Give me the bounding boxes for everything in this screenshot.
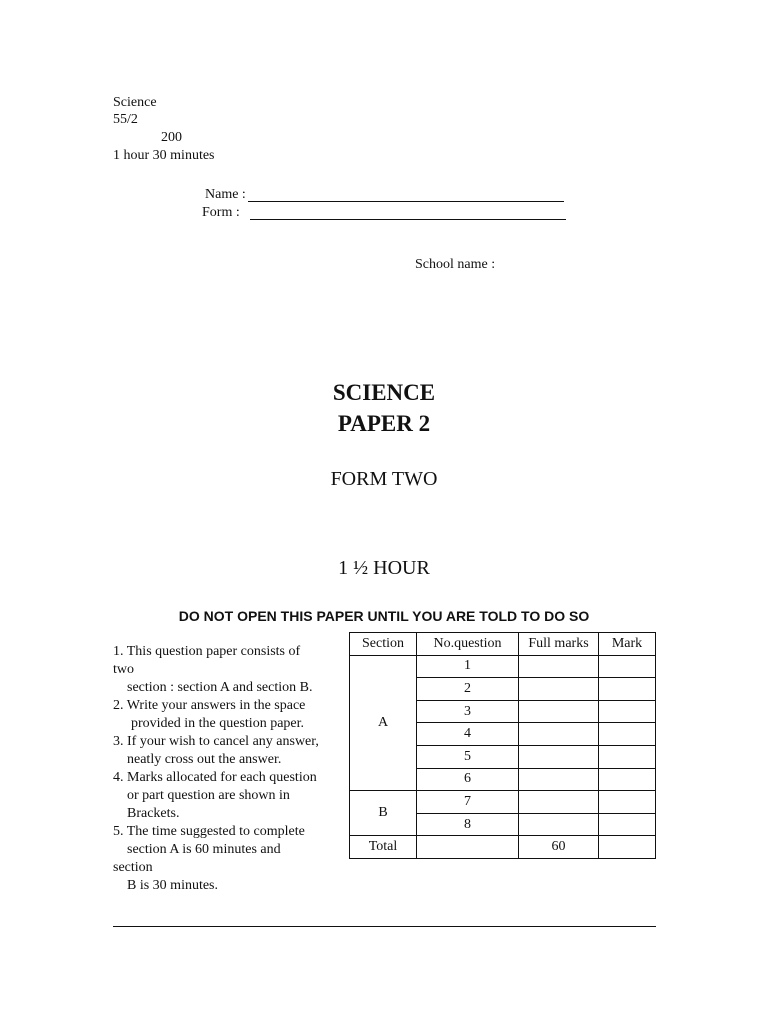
instructions bbox=[113, 643, 343, 895]
full-marks-cell[interactable] bbox=[519, 768, 599, 791]
instruction-line: or part question are shown in bbox=[127, 788, 290, 803]
total-mark-cell[interactable] bbox=[599, 836, 656, 859]
question-number: 7 bbox=[417, 791, 519, 814]
mark-cell[interactable] bbox=[599, 768, 656, 791]
mark-cell[interactable] bbox=[599, 723, 656, 746]
full-marks-cell[interactable] bbox=[519, 700, 599, 723]
question-number: 3 bbox=[417, 700, 519, 723]
title-paper: PAPER 2 bbox=[337, 411, 431, 436]
table-total-row bbox=[350, 836, 656, 859]
header-no-question: No.question bbox=[417, 633, 519, 656]
bottom-divider bbox=[113, 926, 656, 927]
full-marks-cell[interactable] bbox=[519, 655, 599, 678]
exam-year: 200 bbox=[161, 130, 182, 145]
mark-cell[interactable] bbox=[599, 655, 656, 678]
instruction-line: neatly cross out the answer. bbox=[127, 752, 282, 767]
full-marks-cell[interactable] bbox=[519, 791, 599, 814]
warning-text: DO NOT OPEN THIS PAPER UNTIL YOU ARE TOLD TO DO SO bbox=[178, 608, 590, 624]
exam-duration: 1 hour 30 minutes bbox=[113, 148, 215, 163]
header-mark: Mark bbox=[599, 633, 656, 656]
name-label: Name : bbox=[205, 187, 246, 202]
question-number: 4 bbox=[417, 723, 519, 746]
instruction-line: section : section A and section B. bbox=[127, 680, 313, 695]
instruction-line: section A is 60 minutes and bbox=[127, 842, 281, 857]
instruction-line: 4. Marks allocated for each question bbox=[113, 770, 317, 785]
question-number: 2 bbox=[417, 678, 519, 701]
table-row bbox=[350, 791, 656, 814]
subject-label: Science bbox=[113, 95, 157, 110]
instruction-line: provided in the question paper. bbox=[131, 716, 305, 731]
table-header-row bbox=[350, 633, 656, 656]
header-full-marks: Full marks bbox=[519, 633, 599, 656]
marks-table bbox=[349, 632, 656, 859]
question-number: 5 bbox=[417, 745, 519, 768]
header-section: Section bbox=[350, 633, 417, 656]
full-marks-cell[interactable] bbox=[519, 678, 599, 701]
full-marks-cell[interactable] bbox=[519, 813, 599, 836]
total-label: Total bbox=[350, 836, 417, 859]
total-no-question-cell bbox=[417, 836, 519, 859]
question-number: 8 bbox=[417, 813, 519, 836]
mark-cell[interactable] bbox=[599, 678, 656, 701]
title-science: SCIENCE bbox=[332, 380, 436, 405]
title-time: 1 ½ HOUR bbox=[338, 557, 430, 579]
mark-cell[interactable] bbox=[599, 791, 656, 814]
instruction-line: Brackets. bbox=[127, 806, 180, 821]
mark-cell[interactable] bbox=[599, 745, 656, 768]
mark-cell[interactable] bbox=[599, 813, 656, 836]
question-number: 6 bbox=[417, 768, 519, 791]
full-marks-cell[interactable] bbox=[519, 745, 599, 768]
section-b-cell: B bbox=[350, 791, 417, 836]
form-label: Form : bbox=[202, 205, 240, 220]
instruction-line: two bbox=[113, 662, 134, 677]
instruction-line: section bbox=[113, 860, 153, 875]
total-full-marks: 60 bbox=[519, 836, 599, 859]
section-a-cell: A bbox=[350, 655, 417, 791]
paper-code: 55/2 bbox=[113, 112, 138, 127]
full-marks-cell[interactable] bbox=[519, 723, 599, 746]
question-number: 1 bbox=[417, 655, 519, 678]
instruction-line: 2. Write your answers in the space bbox=[113, 698, 306, 713]
instruction-line: 5. The time suggested to complete bbox=[113, 824, 305, 839]
form-field-line[interactable] bbox=[250, 219, 566, 220]
instruction-line: 1. This question paper consists of bbox=[113, 644, 301, 659]
name-field-line[interactable] bbox=[248, 201, 564, 202]
table-row bbox=[350, 655, 656, 678]
instruction-line: B is 30 minutes. bbox=[127, 878, 219, 893]
instruction-line: 3. If your wish to cancel any answer, bbox=[113, 734, 319, 749]
school-name-label: School name : bbox=[415, 257, 496, 272]
mark-cell[interactable] bbox=[599, 700, 656, 723]
title-form: FORM TWO bbox=[330, 468, 438, 490]
